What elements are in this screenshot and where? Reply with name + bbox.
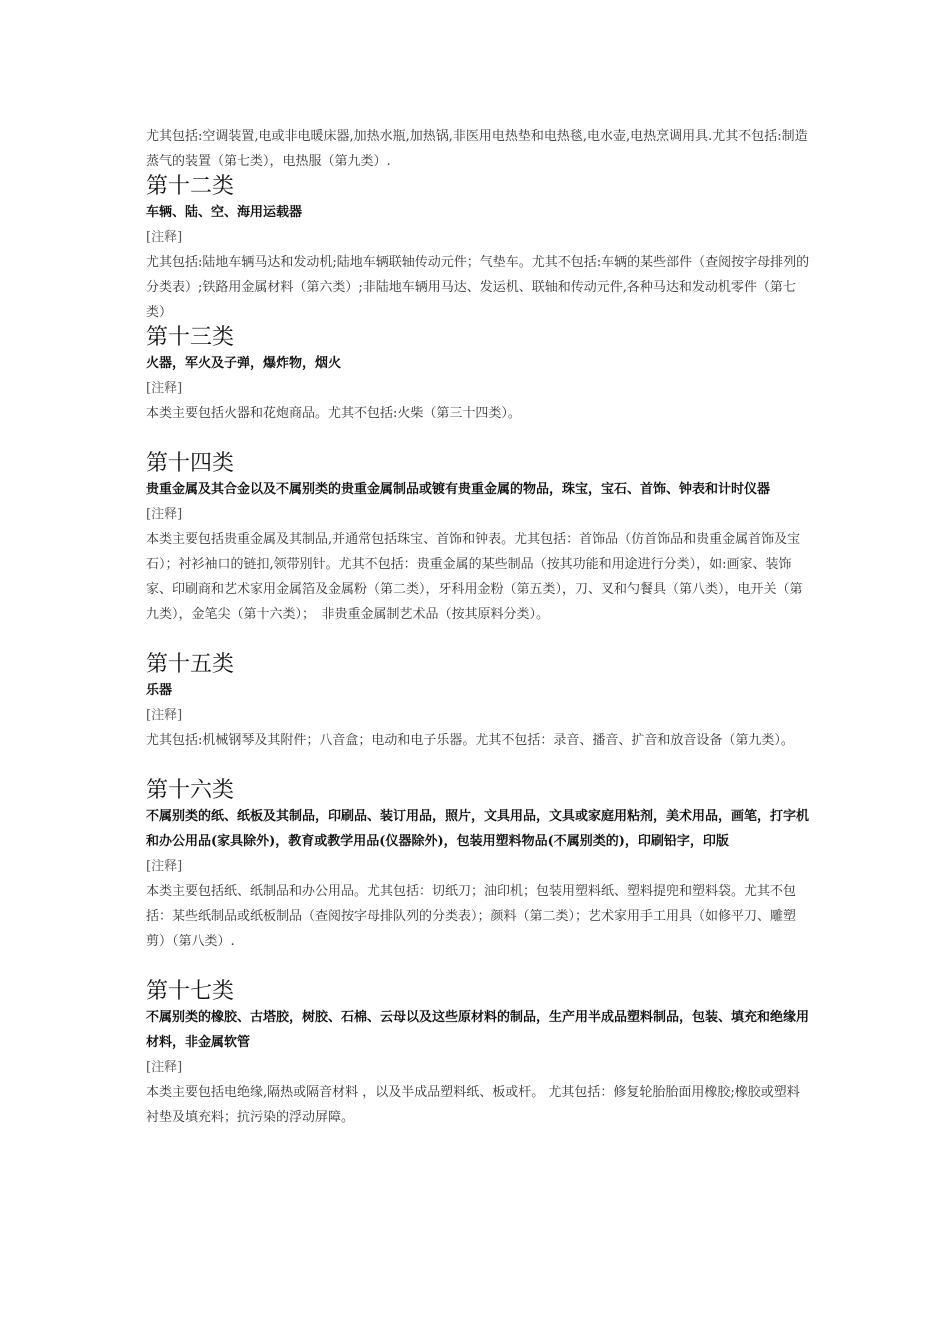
- section-16: [146, 778, 810, 954]
- section-title: 第十五类: [146, 652, 235, 677]
- document-page: [146, 124, 810, 1130]
- note-label: [注释]: [146, 230, 183, 245]
- spacer: [146, 954, 810, 979]
- note-text: 本类主要包括纸、纸制品和办公用品。尤其包括：切纸刀；油印机；包装用塑料纸、塑料提兜和塑料袋。尤其不包括：某些纸制品或纸板制品（查阅按字母排队列的分类表）；颜料（第二类）；艺术家用手工用具（如修平刀、雕塑剪）（第八类）.: [146, 884, 797, 949]
- note-label: [注释]: [146, 381, 183, 396]
- spacer: [146, 627, 810, 652]
- section-14: [146, 451, 810, 627]
- section-subtitle: 车辆、陆、空、海用运载器: [146, 205, 303, 220]
- section-subtitle: 不属别类的橡胶、古塔胶，树胶、石棉、云母以及这些原材料的制品，生产用半成品塑料制品，包装、填充和绝缘用材料，非金属软管: [146, 1010, 810, 1050]
- note-text: 尤其包括:机械钢琴及其附件；八音盒；电动和电子乐器。尤其不包括：录音、播音、扩音和放音设备（第九类）。: [146, 733, 794, 748]
- section-subtitle: 贵重金属及其合金以及不属别类的贵重金属制品或镀有贵重金属的物品，珠宝，宝石、首饰、钟表和计时仪器: [146, 482, 771, 497]
- section-subtitle: 乐器: [146, 683, 173, 698]
- section-title: 第十七类: [146, 979, 235, 1004]
- note-label: [注释]: [146, 507, 183, 522]
- note-text: 本类主要包括电绝缘,隔热或隔音材料 ，以及半成品塑料纸、板或杆。 尤其包括：修复轮胎胎面用橡胶;橡胶或塑料衬垫及填充料；抗污染的浮动屏障。: [146, 1085, 800, 1125]
- note-text: 尤其包括:陆地车辆马达和发动机;陆地车辆联轴传动元件；气垫车。尤其不包括:车辆的某些部件（查阅按字母排列的分类表）;铁路用金属材料（第六类）;非陆地车辆用马达、发运机、联轴和传动元件,各种马达和发动机零件（第七类）: [146, 255, 810, 320]
- spacer: [146, 753, 810, 778]
- section-title: 第十四类: [146, 451, 235, 476]
- section-17: [146, 979, 810, 1130]
- note-text: 本类主要包括贵重金属及其制品,并通常包括珠宝、首饰和钟表。尤其包括：首饰品（仿首饰品和贵重金属首饰及宝石）；衬衫袖口的链扣,领带别针。尤其不包括：贵重金属的某些制品（按其功能和用途进行分类），如:画家、装饰家、印刷商和艺术家用金属箔及金属粉（第二类），牙科用金粉（第五类），刀、叉和勺餐具（第八类），电开关（第九类），金笔尖（第十六类）； 非贵重金属制艺术品（按其原料分类）。: [146, 532, 803, 622]
- note-text: 本类主要包括火器和花炮商品。尤其不包括:火柴（第三十四类）。: [146, 406, 521, 421]
- section-subtitle: 不属别类的纸、纸板及其制品，印刷品、装订用品，照片，文具用品，文具或家庭用粘剂，美术用品，画笔，打字机和办公用品(家具除外)，教育或教学用品(仪器除外)，包装用塑料物品(不属别类的)，印刷铅字，印版: [146, 809, 810, 849]
- section-13: [146, 325, 810, 426]
- note-label: [注释]: [146, 859, 183, 874]
- section-title: 第十六类: [146, 778, 235, 803]
- section-12: [146, 174, 810, 325]
- section-title: 第十二类: [146, 174, 235, 199]
- intro-paragraph: 尤其包括:空调装置,电或非电暖床器,加热水瓶,加热锅,非医用电热垫和电热毯,电水壶,电热烹调用具.尤其不包括:制造蒸气的装置（第七类），电热服（第九类）.: [146, 129, 808, 169]
- section-15: [146, 652, 810, 753]
- spacer: [146, 426, 810, 451]
- note-label: [注释]: [146, 708, 183, 723]
- section-subtitle: 火器，军火及子弹，爆炸物，烟火: [146, 356, 342, 371]
- note-label: [注释]: [146, 1060, 183, 1075]
- section-title: 第十三类: [146, 325, 235, 350]
